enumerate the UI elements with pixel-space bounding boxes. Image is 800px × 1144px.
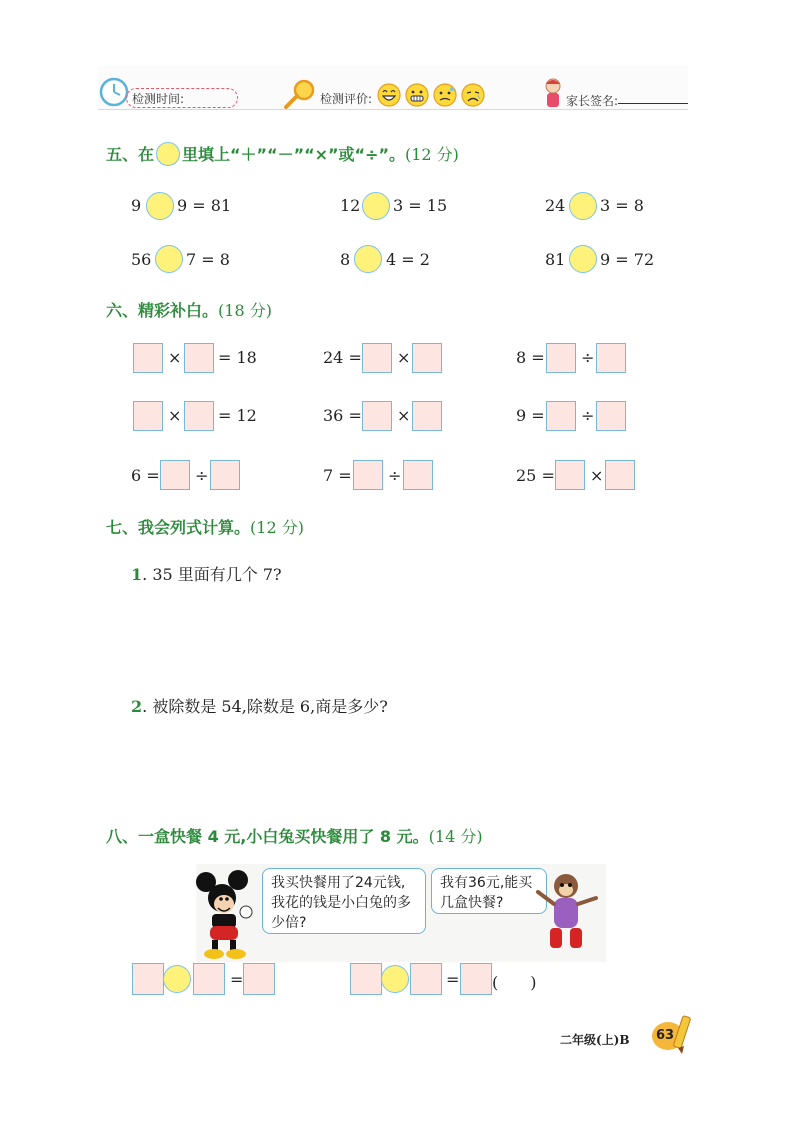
s6-item5-box1[interactable]: [362, 401, 392, 431]
s6-item1-op: ×: [168, 348, 182, 367]
s5-eq5-left: 8: [340, 250, 351, 269]
section5-title: 五、在 里填上“＋”“－”“×”或“÷”。(12 分): [106, 142, 459, 166]
s8-right-box2[interactable]: [410, 963, 442, 995]
s6-item1-box1[interactable]: [133, 343, 163, 373]
s8-left-equals: =: [230, 970, 244, 989]
mickey-mouse-illustration: [192, 868, 262, 962]
grinning-face-icon[interactable]: [404, 82, 430, 108]
s6-item3-op: ÷: [581, 348, 595, 367]
s6-item6-op: ÷: [581, 406, 595, 425]
header-divider: [98, 109, 688, 110]
s6-item3-prefix: 8 =: [516, 348, 545, 367]
section8-title: 八、一盒快餐 4 元,小白兔买快餐用了 8 元。(14 分): [106, 827, 483, 846]
parent-signature-label: 家长签名:: [566, 94, 619, 108]
s5-eq4-left: 56: [131, 250, 152, 269]
crying-face-icon[interactable]: [460, 82, 486, 108]
s8-right-operator-circle[interactable]: [381, 965, 409, 993]
s5-eq4-blank[interactable]: [155, 245, 183, 273]
s6-item5-op: ×: [397, 406, 411, 425]
page-number: 63: [656, 1028, 675, 1043]
s5-eq2-right: 3 = 15: [393, 196, 448, 215]
bubble-right: 我有36元,能买几盒快餐?: [431, 868, 547, 914]
s8-right-equals: =: [446, 970, 460, 989]
s6-item6-prefix: 9 =: [516, 406, 545, 425]
s6-item1-result: = 18: [218, 348, 257, 367]
s6-item4-box1[interactable]: [133, 401, 163, 431]
s6-item5-prefix: 36 =: [323, 406, 362, 425]
s8-left-result-box[interactable]: [243, 963, 275, 995]
s6-item3-box1[interactable]: [546, 343, 576, 373]
s6-item5-box2[interactable]: [412, 401, 442, 431]
child-avatar-icon: [540, 76, 566, 110]
s6-item8-box2[interactable]: [403, 460, 433, 490]
s8-right-result-box[interactable]: [460, 963, 492, 995]
s6-item7-op: ÷: [195, 466, 209, 485]
s5-eq1-left: 9: [131, 196, 142, 215]
s6-item6-box1[interactable]: [546, 401, 576, 431]
magnifier-icon: [282, 78, 318, 110]
s8-right-unit-paren[interactable]: ( ): [492, 973, 537, 992]
eval-label: 检测评价:: [320, 92, 373, 106]
parent-signature-field[interactable]: [618, 103, 688, 104]
s6-item4-box2[interactable]: [184, 401, 214, 431]
s6-item1-box2[interactable]: [184, 343, 214, 373]
s6-item2-box2[interactable]: [412, 343, 442, 373]
laughing-face-icon[interactable]: [376, 82, 402, 108]
s6-item2-box1[interactable]: [362, 343, 392, 373]
s5-eq6-blank[interactable]: [569, 245, 597, 273]
s5-eq1-blank[interactable]: [146, 192, 174, 220]
s5-eq5-right: 4 = 2: [386, 250, 430, 269]
s6-item9-prefix: 25 =: [516, 466, 555, 485]
s6-item8-box1[interactable]: [353, 460, 383, 490]
s6-item9-box1[interactable]: [555, 460, 585, 490]
s8-left-operator-circle[interactable]: [163, 965, 191, 993]
s6-item7-box1[interactable]: [160, 460, 190, 490]
s6-item8-prefix: 7 =: [323, 466, 352, 485]
section7-title: 七、我会列式计算。(12 分): [106, 518, 304, 537]
s8-left-box2[interactable]: [193, 963, 225, 995]
s6-item2-prefix: 24 =: [323, 348, 362, 367]
s5-eq3-left: 24: [545, 196, 566, 215]
monkey-boots-illustration: [528, 868, 604, 958]
s5-eq6-left: 81: [545, 250, 566, 269]
s5-eq2-blank[interactable]: [362, 192, 390, 220]
s6-item8-op: ÷: [388, 466, 402, 485]
s6-item4-result: = 12: [218, 406, 257, 425]
grade-label: 二年级(上)B: [560, 1033, 630, 1047]
s6-item7-box2[interactable]: [210, 460, 240, 490]
section5-title-circle: [156, 142, 180, 166]
s5-eq4-right: 7 = 8: [186, 250, 230, 269]
time-label: 检测时间:: [132, 92, 185, 106]
s5-eq6-right: 9 = 72: [600, 250, 655, 269]
s6-item2-op: ×: [397, 348, 411, 367]
s5-eq2-left: 12: [340, 196, 361, 215]
clock-icon: [98, 76, 130, 108]
s7-question2: 2. 被除数是 54,除数是 6,商是多少?: [131, 697, 388, 716]
s5-eq3-right: 3 = 8: [600, 196, 644, 215]
s5-eq1-right: 9 = 81: [177, 196, 232, 215]
s5-eq3-blank[interactable]: [569, 192, 597, 220]
bubble-left: 我买快餐用了24元钱,我花的钱是小白兔的多少倍?: [262, 868, 426, 934]
s6-item4-op: ×: [168, 406, 182, 425]
s6-item9-box2[interactable]: [605, 460, 635, 490]
s6-item3-box2[interactable]: [596, 343, 626, 373]
s8-right-box1[interactable]: [350, 963, 382, 995]
worried-face-icon[interactable]: [432, 82, 458, 108]
s6-item9-op: ×: [590, 466, 604, 485]
s5-eq5-blank[interactable]: [354, 245, 382, 273]
s6-item6-box2[interactable]: [596, 401, 626, 431]
s6-item7-prefix: 6 =: [131, 466, 160, 485]
section6-title: 六、精彩补白。(18 分): [106, 301, 272, 320]
s7-question1: 1. 35 里面有几个 7?: [131, 565, 282, 584]
s8-left-box1[interactable]: [132, 963, 164, 995]
